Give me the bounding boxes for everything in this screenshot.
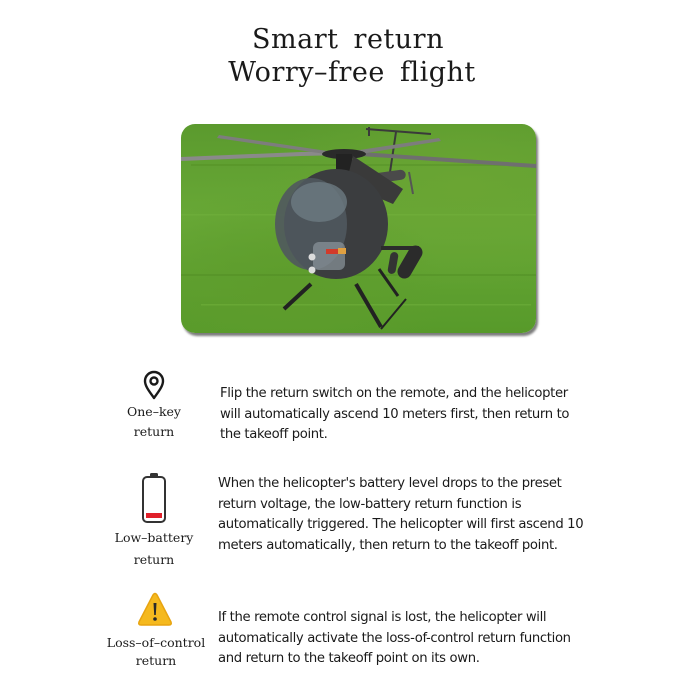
helicopter-photo	[181, 124, 536, 333]
feature-label	[100, 634, 212, 670]
feature-description: When the helicopter's battery level drops to the preset return voltage, the low-battery return function is automatically triggered. The helicopter will first ascend 10 meters automatically, then return to the takeoff point.	[218, 476, 584, 553]
helicopter-illustration	[181, 124, 536, 333]
feature-label-line-2: return	[135, 653, 177, 668]
title-line-1: Smart return	[252, 24, 444, 55]
feature-label	[102, 402, 206, 442]
feature-label-line-1: One–key	[127, 404, 181, 419]
location-pin-icon	[143, 370, 165, 400]
feature-description: Flip the return switch on the remote, and the helicopter will automatically ascend 10 meters first, then return to the takeoff point.	[220, 386, 570, 442]
feature-label-line-1: Loss–of–control	[106, 635, 206, 650]
low-battery-icon	[140, 472, 168, 524]
feature-label-line-2: return	[133, 424, 175, 439]
warning-triangle-icon	[136, 592, 174, 628]
feature-label-line-2: return	[133, 552, 175, 567]
title-line-2: Worry–free flight	[228, 57, 476, 88]
feature-description: If the remote control signal is lost, the helicopter will automatically activate the loss-of-control return function and return to the takeoff point on its own.	[218, 610, 571, 666]
feature-label	[102, 527, 206, 571]
feature-label-line-1: Low–battery	[114, 530, 194, 545]
